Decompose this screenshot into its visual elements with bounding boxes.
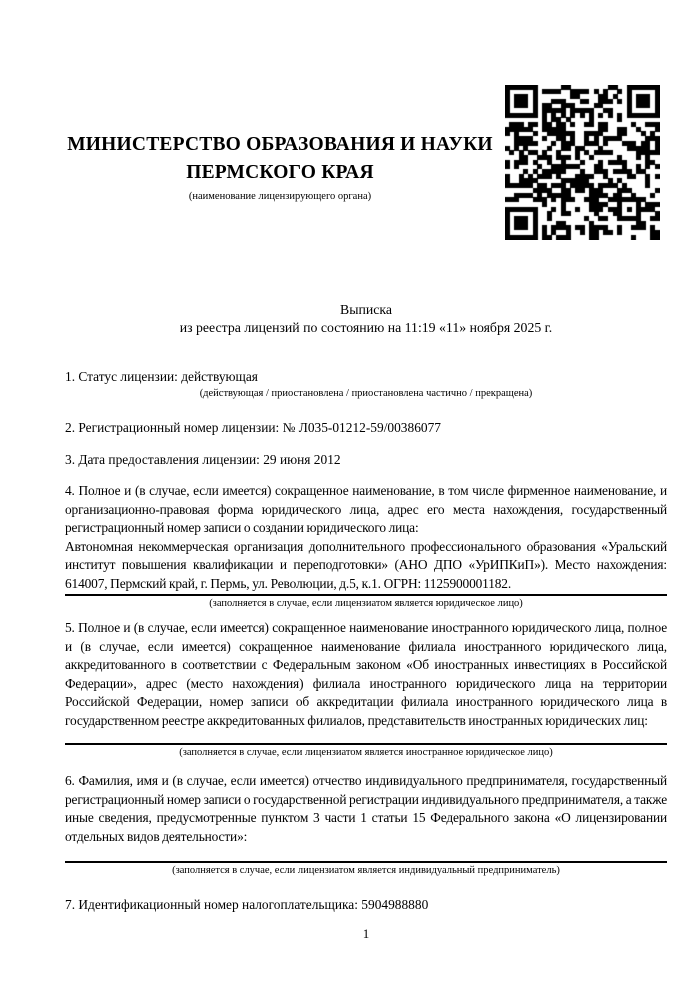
ministry-name-line1: МИНИСТЕРСТВО ОБРАЗОВАНИЯ И НАУКИ	[67, 134, 493, 155]
document-subtitle: из реестра лицензий по состоянию на 11:19 «11» ноября 2025 г.	[179, 320, 553, 335]
item-4-legal-entity	[65, 482, 667, 611]
item-1-license-status	[65, 368, 667, 401]
item-3-text: 3. Дата предоставления лицензии: 29 июня 2012	[65, 452, 341, 467]
item-3-grant-date	[65, 451, 667, 470]
item-6-individual-entrepreneur	[65, 772, 667, 878]
document-title-block	[65, 301, 667, 337]
item-2-text: 2. Регистрационный номер лицензии: № Л035-01212-59/00386077	[65, 420, 441, 435]
item-6-text: 6. Фамилия, имя и (в случае, если имеется) отчество индивидуального предпринимателя, государственный регистрационный номер записи о государственной регистрации индивидуального предпринимателя, а также иные сведения, предусмотренные пунктом 3 части 1 статьи 15 Федерального закона «О лицензировании отдельных видов деятельности»:	[65, 773, 667, 844]
item-7-taxpayer-id	[65, 896, 667, 915]
fill-in-rule	[65, 861, 667, 863]
item-5-text: 5. Полное и (в случае, если имеется) сокращенное наименование иностранного юридического лица, полное и (в случае, если имеется) сокращенное наименование филиала иностранного юридического лица, аккредитованного в соответствии с Федеральным законом «Об иностранных инвестициях в Российской Федерации», адрес (место нахождения) филиала иностранного юридического лица на территории Российской Федерации, номер записи об аккредитации филиала иностранного юридического лица в государственном реестре аккредитованных филиалов, представительств иностранных юридических лиц:	[65, 620, 667, 728]
item-4-value: Автономная некоммерческая организация дополнительного профессионального образования «Уральский институт повышения квалификации и переподготовки» (АНО ДПО «УрИПКиП»). Место нахождения: 614007, Пермский край, г. Пермь, ул. Революции, д.5, к.1. ОГРН: 1125900001182.	[65, 538, 667, 591]
qr-code	[505, 85, 660, 240]
fill-in-rule	[65, 743, 667, 745]
item-4-text: 4. Полное и (в случае, если имеется) сокращенное наименование, в том числе фирменное наименование, и организационно-правовая форма юридического лица, адрес его места нахождения, государственный регистрационный номер записи о создании юридического лица:	[65, 483, 667, 535]
licensing-authority-caption: (наименование лицензирующего органа)	[188, 191, 372, 202]
ministry-name-line2: ПЕРМСКОГО КРАЯ	[186, 162, 374, 183]
page-number: 1	[362, 926, 370, 941]
item-5-foreign-entity	[65, 619, 667, 760]
item-5-caption: (заполняется в случае, если лицензиатом является иностранное юридическое лицо)	[179, 747, 553, 758]
item-4-caption: (заполняется в случае, если лицензиатом является юридическое лицо)	[209, 598, 523, 609]
item-1-caption: (действующая / приостановлена / приостановлена частично / прекращена)	[199, 387, 533, 399]
item-1-text: 1. Статус лицензии: действующая	[65, 369, 258, 384]
item-6-caption: (заполняется в случае, если лицензиатом является индивидуальный предприниматель)	[172, 865, 560, 876]
fill-in-rule	[65, 594, 667, 596]
licensing-authority-header	[65, 131, 495, 203]
item-2-registration-number	[65, 419, 667, 438]
document-title: Выписка	[340, 302, 392, 317]
item-7-text: 7. Идентификационный номер налогоплательщика: 5904988880	[65, 897, 429, 912]
